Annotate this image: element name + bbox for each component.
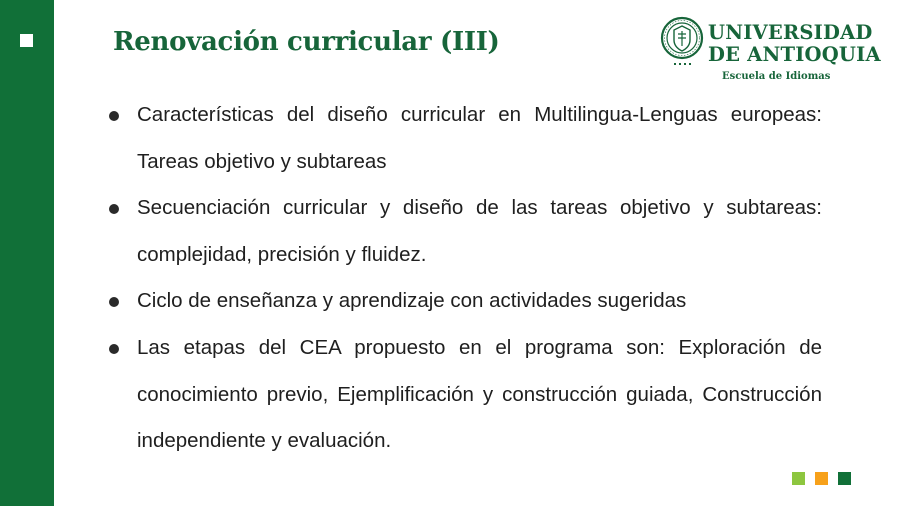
university-name-line2: DE ANTIOQUIA	[708, 43, 881, 66]
university-seal-icon	[660, 14, 704, 74]
sidebar-square-icon	[20, 34, 33, 47]
slide-title: Renovación curricular (III)	[113, 27, 500, 57]
bullet-text: Las etapas del CEA propuesto en el programa son: Exploración de conocimiento previo, Ejemplificación y construcción guiada, Construcción independiente y evaluación.	[137, 335, 822, 453]
decor-square-dark-green	[838, 472, 851, 485]
bullet-list	[104, 92, 822, 465]
decor-square-light-green	[792, 472, 805, 485]
university-name-line1: UNIVERSIDAD	[708, 21, 873, 44]
bullet-item	[104, 92, 822, 185]
bullet-item	[104, 185, 822, 278]
bullet-icon	[109, 344, 119, 354]
university-subtitle: Escuela de Idiomas	[722, 71, 831, 82]
bullet-text: Ciclo de enseñanza y aprendizaje con actividades sugeridas	[137, 289, 687, 313]
bullet-text: Secuenciación curricular y diseño de las tareas objetivo y subtareas: complejidad, precisión y fluidez.	[137, 196, 822, 266]
university-logo	[660, 14, 892, 86]
bullet-text: Características del diseño curricular en Multilingua-Lenguas europeas: Tareas objetivo y subtareas	[137, 103, 822, 173]
left-sidebar-bar	[0, 0, 54, 506]
bullet-icon	[109, 204, 119, 214]
bullet-item	[104, 325, 822, 465]
bullet-icon	[109, 297, 119, 307]
bullet-item	[104, 278, 822, 325]
university-name	[708, 22, 881, 66]
decor-square-orange	[815, 472, 828, 485]
bullet-icon	[109, 111, 119, 121]
